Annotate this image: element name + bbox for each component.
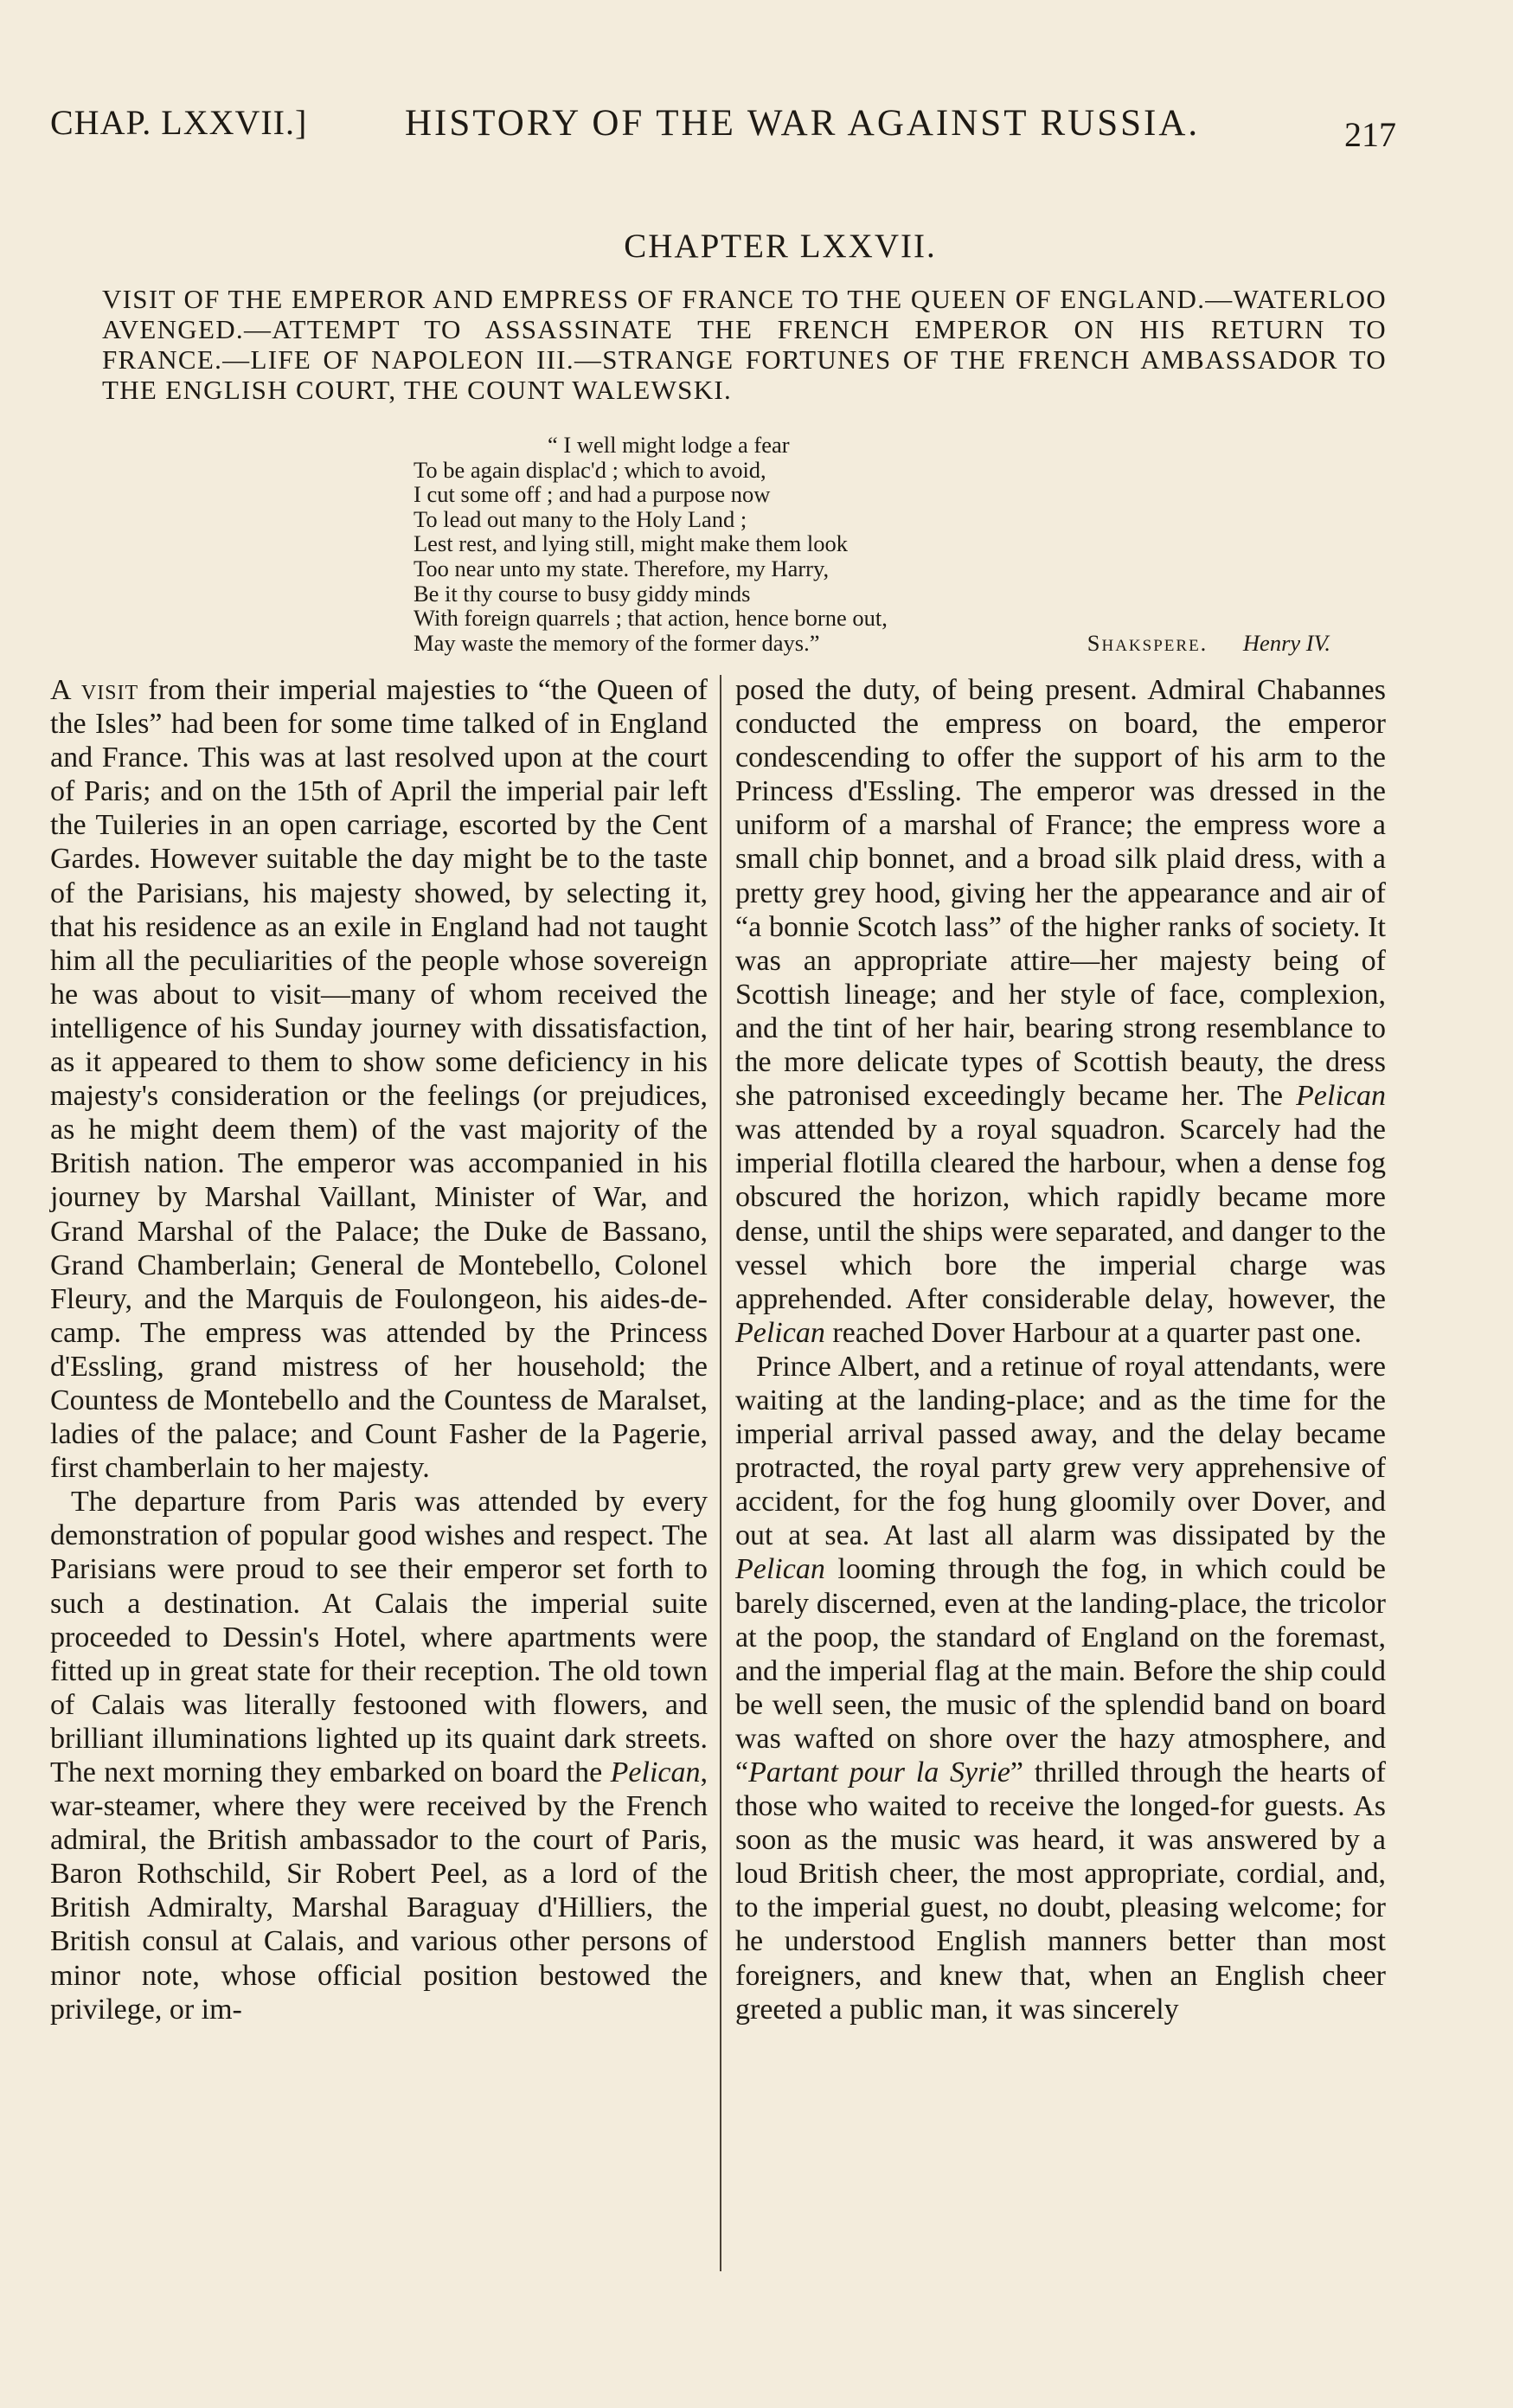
paragraph-text: The departure from Paris was attended by every demonstration of popular good wishes and respect. The Parisians were proud to see their emperor set forth to such a destination. At Calais the imperial suite proceeded to Dessin's Hotel, where apartments were fitted up in great state for their reception. The old town of Calais was literally festooned with flowers, and brilliant illuminations lighted up its quaint dark streets. The next morning they embarked on board the <box>50 1486 708 1788</box>
ship-name: Pelican <box>735 1553 825 1586</box>
left-column <box>50 673 708 2026</box>
paragraph-text: reached Dover Harbour at a quarter past one. <box>824 1316 1362 1349</box>
chapter-label: CHAP. LXXVII.] <box>50 103 308 142</box>
summary-line: THE ENGLISH COURT, THE COUNT WALEWSKI. <box>102 375 733 405</box>
epigraph-line: Too near unto my state. Therefore, my Harry, <box>414 555 830 581</box>
epigraph <box>414 433 1382 655</box>
ship-name: Pelican <box>610 1756 701 1788</box>
paragraph-text: ” thrilled through the hearts of those who waited to receive the longed-for guests. As soon as the music was heard, it was answered by a loud British cheer, the most appropriate, cordial, and, to the imperial guest, no doubt, pleasing welcome; for he understood English manners better than most foreigners, and knew that, when an English cheer greeted a public man, it was sincerely <box>735 1756 1386 2026</box>
column-divider <box>720 675 721 2271</box>
opening-small-caps: A visit <box>50 674 139 706</box>
epigraph-attribution <box>1087 631 1330 656</box>
summary-line: FRANCE.—LIFE OF NAPOLEON III.—STRANGE FORTUNES OF THE FRENCH AMBASSADOR TO <box>102 344 1387 375</box>
page-number: 217 <box>1344 115 1396 154</box>
chapter-summary <box>102 284 1387 405</box>
summary-line: AVENGED.—ATTEMPT TO ASSASSINATE THE FRENCH EMPEROR ON HIS RETURN TO <box>102 314 1387 344</box>
ship-name: Pelican <box>735 1316 825 1349</box>
paragraph-text: Prince Albert, and a retinue of royal attendants, were waiting at the landing-place; and as the time for the imperial arrival passed away, and the delay became protracted, the royal party grew very apprehensive of accident, for the fog hung gloomily over Dover, and out at sea. At last all alarm was dissipated by the <box>735 1350 1386 1552</box>
paragraph-text: looming through the fog, in which could be barely discerned, even at the landing-place, the tricolor at the poop, the standard of England on the foremast, and the imperial flag at the main. Before the ship could be well seen, the music of the splendid band on board was wafted on shore over the hazy atmosphere, and “ <box>735 1553 1386 1788</box>
right-column <box>735 673 1386 2026</box>
paragraph <box>735 1350 1386 2026</box>
song-title: Partant pour la Syrie <box>748 1756 1010 1788</box>
paragraph-text: from their imperial majesties to “the Queen of the Isles” had been for some time talked of in England and France. This was at last resolved upon at the court of Paris; and on the 15th of April the imperial pair left the Tuileries in an open carriage, escorted by the Cent Gardes. However suitable the day might be to the taste of the Parisians, his majesty showed, by selecting it, that his residence as an exile in England had not taught him all the peculiarities of the people whose sovereign he was about to visit—many of whom received the intelligence of his Sunday journey with dissatisfaction, as it appeared to them to show some deficiency in his majesty's consideration or the feelings (or prejudices, as he might deem them) of the vast majority of the British nation. The emperor was accompanied in his journey by Marshal Vaillant, Minister of War, and Grand Marshal of the Palace; the Duke de Bassano, Grand Chamberlain; General de Montebello, Colonel Fleury, and the Marquis de Foulongeon, his aides-de-camp. The empress was attended by the Princess d'Essling, grand mistress of her household; the Countess de Montebello and the Countess de Maralset, ladies of the palace; and Count Fasher de la Pagerie, first chamberlain to her majesty. <box>50 674 708 1485</box>
epigraph-line: With foreign quarrels ; that action, hence borne out, <box>414 605 888 632</box>
running-header <box>50 102 1396 163</box>
paragraph <box>735 673 1386 1350</box>
epigraph-line: To lead out many to the Holy Land ; <box>414 505 747 532</box>
paragraph-text: , war-steamer, where they were received by the French admiral, the British ambassador to the court of Paris, Baron Rothschild, Sir Robert Peel, as a lord of the British Admiralty, Marshal Baraguay d'Hilliers, the British consul at Calais, and various other persons of minor note, whose official position bestowed the privilege, or im- <box>50 1756 708 2026</box>
epigraph-line: “ I well might lodge a fear <box>548 432 790 458</box>
running-title: HISTORY OF THE WAR AGAINST RUSSIA. <box>405 103 1201 144</box>
ship-name: Pelican <box>1296 1080 1386 1113</box>
chapter-heading <box>0 227 1513 266</box>
chapter-heading-text: CHAPTER LXXVII. <box>624 228 937 265</box>
paragraph-text: was attended by a royal squadron. Scarcely had the imperial flotilla cleared the harbour, when a dense fog obscured the horizon, which rapidly became more dense, until the ships were separated, and danger to the vessel which bore the imperial charge was apprehended. After considerable delay, however, the <box>735 1114 1386 1315</box>
paragraph-text: posed the duty, of being present. Admiral Chabannes conducted the empress on board, the emperor condescending to offer the support of his arm to the Princess d'Essling. The emperor was dressed in the uniform of a marshal of France; the empress wore a small chip bonnet, and a broad silk plaid dress, with a pretty grey hood, giving her the appearance and air of “a bonnie Scotch lass” of the higher ranks of society. It was an appropriate attire—her majesty being of Scottish lineage; and her style of face, complexion, and the tint of her hair, bearing strong resemblance to the more delicate types of Scottish beauty, the dress she patronised exceedingly became her. The <box>735 674 1386 1113</box>
epigraph-line: I cut some off ; and had a purpose now <box>414 481 771 508</box>
paragraph <box>50 673 708 1485</box>
summary-line: VISIT OF THE EMPEROR AND EMPRESS OF FRANCE TO THE QUEEN OF ENGLAND.—WATERLOO <box>102 284 1387 314</box>
epigraph-line: To be again displac'd ; which to avoid, <box>414 456 766 483</box>
paragraph <box>50 1485 708 2026</box>
epigraph-work: Henry IV. <box>1242 629 1330 656</box>
epigraph-line: Lest rest, and lying still, might make them look <box>414 530 848 557</box>
epigraph-author: Shakspere. <box>1087 629 1208 656</box>
epigraph-line: May waste the memory of the former days.” <box>414 629 820 656</box>
epigraph-line: Be it thy course to busy giddy minds <box>414 580 751 607</box>
